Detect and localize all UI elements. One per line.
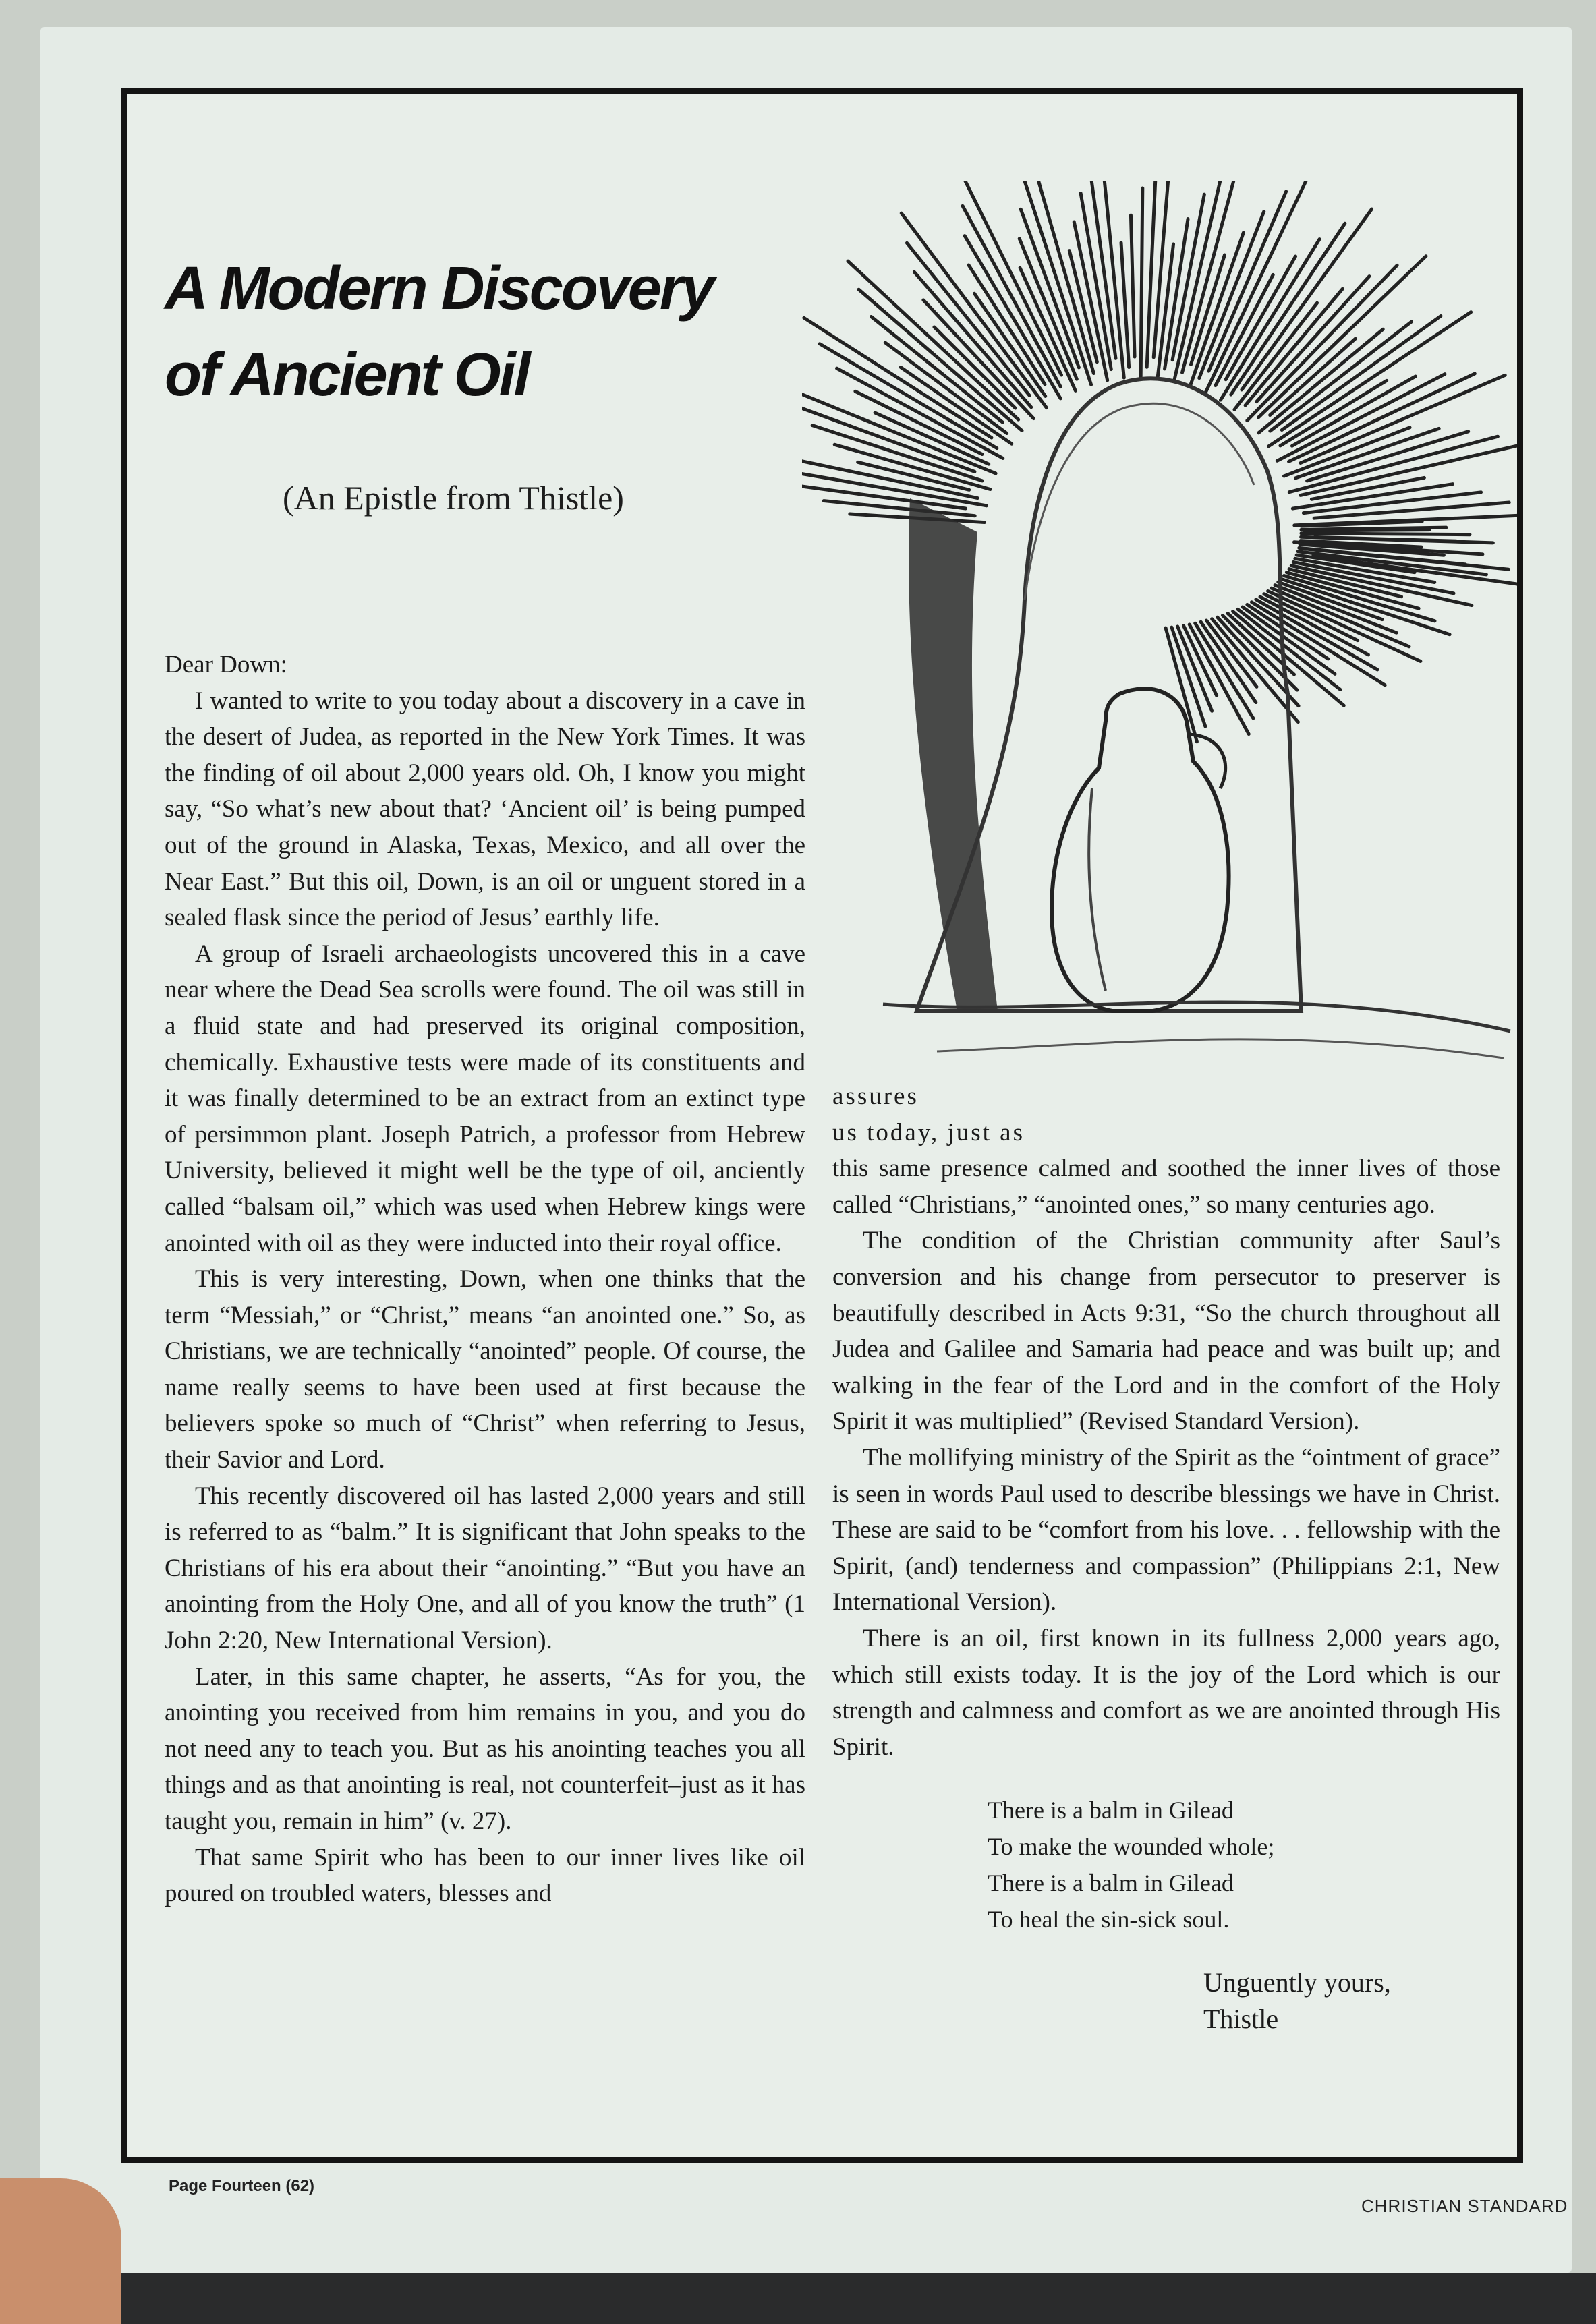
- thumb: [0, 2178, 121, 2324]
- paragraph: There is an oil, first known in its fullness 2,000 years ago, which still exists today. It is the joy of the Lord which is our strength and calmness and comfort as we are anointed through His Spirit.: [832, 1624, 1500, 1761]
- paragraph: This recently discovered oil has lasted 2,000 years and still is referred to as “balm.” It is significant that John speaks to the Christians of his era about their “anointing.” “But you have an anointing from the Holy One, and all of you know the truth” (1 John 2:20, New International Version).: [165, 1482, 805, 1655]
- poem-line: To make the wounded whole;: [988, 1833, 1275, 1861]
- poem: [988, 1792, 1500, 1938]
- signature: Thistle: [1203, 2004, 1279, 2035]
- title-line-1: A Modern Discovery: [165, 255, 713, 322]
- article-subtitle: (An Epistle from Thistle): [283, 479, 624, 517]
- continuation-line: assures: [832, 1082, 919, 1110]
- poem-line: There is a balm in Gilead: [988, 1797, 1234, 1824]
- left-column: [165, 647, 805, 1912]
- page-shadow: [121, 2273, 1596, 2324]
- publication-name: CHRISTIAN STANDARD: [1361, 2196, 1568, 2216]
- cave-flask-illustration: [802, 181, 1517, 1099]
- paragraph: A group of Israeli archaeologists uncovered this in a cave near where the Dead Sea scrolls were found. The oil was still in a fluid state and had preserved its original composition, chemically. Exhaustive tests were made of its constituents and it was finally determined to be an extract from an extinct type of persimmon plant. Joseph Patrich, a professor from Hebrew University, believed it might well be the type of oil, anciently called “balsam oil,” which was used when Hebrew kings were anointed with oil as they were inducted into their royal office.: [165, 939, 805, 1257]
- page-number: Page Fourteen (62): [169, 2177, 315, 2195]
- continuation-line: us today, just as: [832, 1118, 1025, 1146]
- article-frame: [121, 88, 1523, 2163]
- paragraph: That same Spirit who has been to our inner lives like oil poured on troubled waters, blesses and: [165, 1843, 805, 1908]
- paragraph: The mollifying ministry of the Spirit as the “ointment of grace” is seen in words Paul used to describe blessings we have in Christ. These are said to be “comfort from his love. . . fellowship with the Spirit, (and) tenderness and compassion” (Philippians 2:1, New International Version).: [832, 1443, 1500, 1617]
- salutation: Dear Down:: [165, 651, 287, 678]
- paragraph: The condition of the Christian community after Saul’s conversion and his change from persecutor to preserver is beautifully described in Acts 9:31, “So the church throughout all Judea and Galilee and Samaria had peace and was built up; and walking in the fear of the Lord and in the comfort of the Holy Spirit it was multiplied” (Revised Standard Version).: [832, 1227, 1500, 1436]
- title-line-2: of Ancient Oil: [165, 341, 529, 409]
- poem-line: There is a balm in Gilead: [988, 1869, 1234, 1897]
- paragraph: This is very interesting, Down, when one thinks that the term “Messiah,” or “Christ,” means “an anointed one.” So, as Christians, we are technically “anointed” people. Of course, the name really seems to have been used at first because the believers spoke so much of “Christ” when referring to Jesus, their Savior and Lord.: [165, 1265, 805, 1474]
- paragraph: I wanted to write to you today about a discovery in a cave in the desert of Judea, as reported in the New York Times. It was the finding of oil about 2,000 years old. Oh, I know you might say, “So what’s new about that? ‘Ancient oil’ is being pumped out of the ground in Alaska, Texas, Mexico, and all over the Near East.” But this oil, Down, is an oil or unguent stored in a sealed flask since the period of Jesus’ earthly life.: [165, 687, 805, 932]
- signoff: [1203, 1965, 1500, 2037]
- paragraph: this same presence calmed and soothed the inner lives of those called “Christians,” “anointed ones,” so many centuries ago.: [832, 1155, 1500, 1219]
- paragraph: Later, in this same chapter, he asserts, “As for you, the anointing you received from him remains in you, and you do not need any to teach you. But as his anointing teaches you all things and as that anointing is real, not counterfeit–just as it has taught you, remain in him” (v. 27).: [165, 1662, 805, 1835]
- closing: Unguently yours,: [1203, 1967, 1391, 1998]
- poem-line: To heal the sin-sick soul.: [988, 1906, 1230, 1934]
- right-column: [832, 1078, 1500, 2037]
- article-title: [165, 245, 839, 418]
